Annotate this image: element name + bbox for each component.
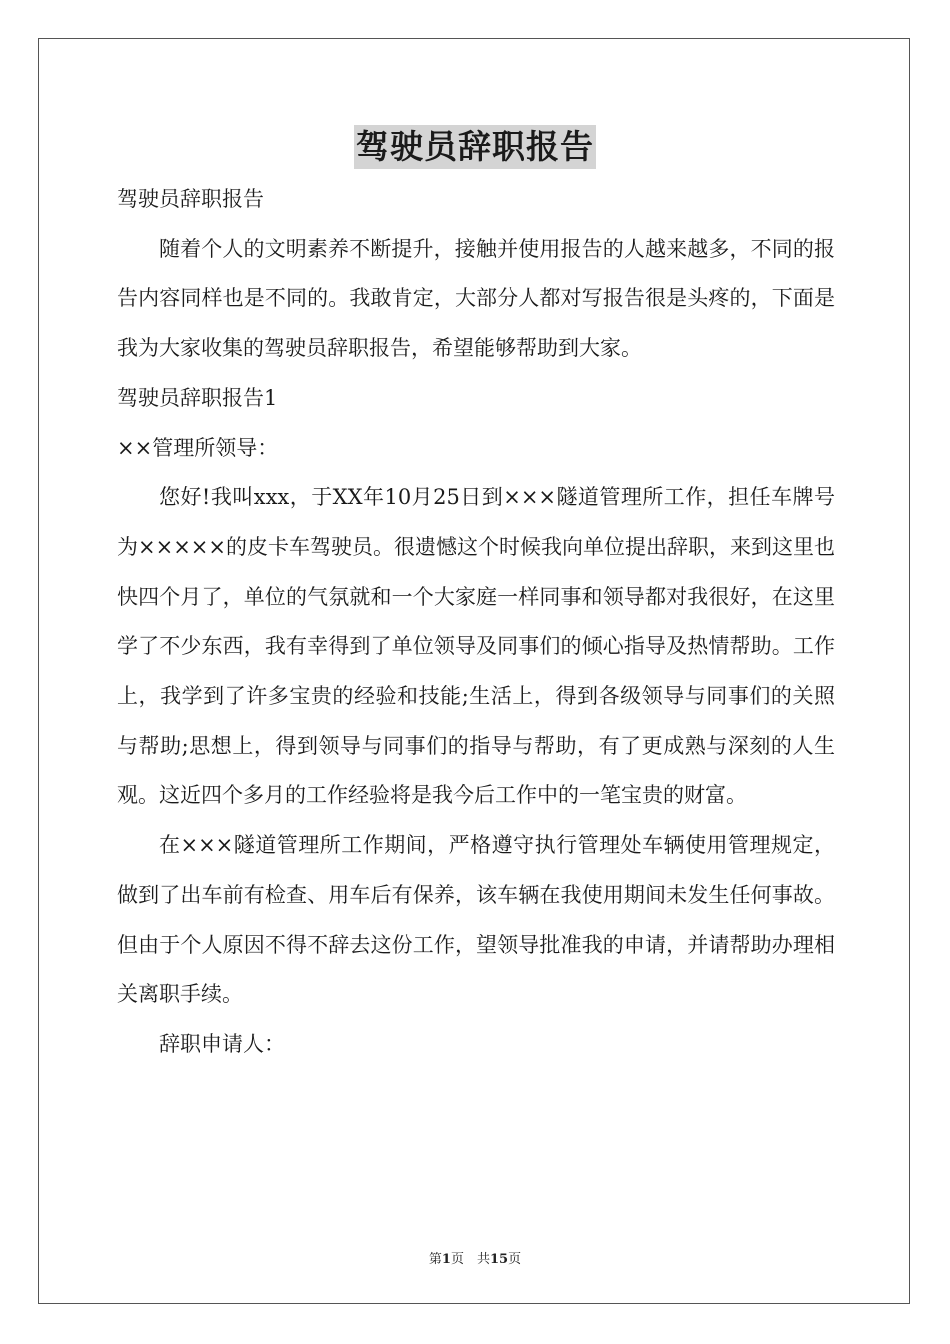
paragraph-body-2: 在×××隧道管理所工作期间，严格遵守执行管理处车辆使用管理规定，做到了出车前有检查、用车后有保养，该车辆在我使用期间未发生任何事故。但由于个人原因不得不辞去这份工作，望领导批准我的申请，并请帮助办理相关离职手续。 (117, 833, 835, 1007)
paragraph-body-1: 您好!我叫xxx，于XX年10月25日到×××隧道管理所工作，担任车牌号为×××××的皮卡车驾驶员。很遗憾这个时候我向单位提出辞职，来到这里也快四个月了，单位的气氛就和一个大家庭一样同事和领导都对我很好，在这里学了不少东西，我有幸得到了单位领导及同事们的倾心指导及热情帮助。工作上，我学到了许多宝贵的经验和技能;生活上，得到各级领导与同事们的关照与帮助;思想上，得到领导与同事们的指导与帮助，有了更成熟与深刻的人生观。这近四个多月的工作经验将是我今后工作中的一笔宝贵的财富。 (117, 485, 835, 808)
paragraph-intro: 随着个人的文明素养不断提升，接触并使用报告的人越来越多，不同的报告内容同样也是不同的。我敢肯定，大部分人都对写报告很是头疼的，下面是我为大家收集的驾驶员辞职报告，希望能够帮助到大家。 (117, 236, 835, 361)
paragraph-salutation: ××管理所领导： (117, 435, 279, 460)
paragraph-signature: 辞职申请人： (159, 1031, 285, 1056)
footer-page-total: 15 (489, 1252, 509, 1267)
document-title: 驾驶员辞职报告 (354, 125, 596, 169)
title-container (0, 125, 950, 169)
page-footer (0, 1248, 950, 1267)
footer-page-mid: 页 共 (450, 1252, 490, 1267)
footer-page-current: 1 (441, 1252, 451, 1267)
paragraph-section-heading: 驾驶员辞职报告1 (117, 385, 278, 410)
footer-page-suffix: 页 (508, 1252, 522, 1267)
paragraph-subtitle: 驾驶员辞职报告 (117, 187, 264, 211)
footer-page-prefix: 第 (428, 1252, 442, 1267)
document-body (117, 175, 835, 1070)
